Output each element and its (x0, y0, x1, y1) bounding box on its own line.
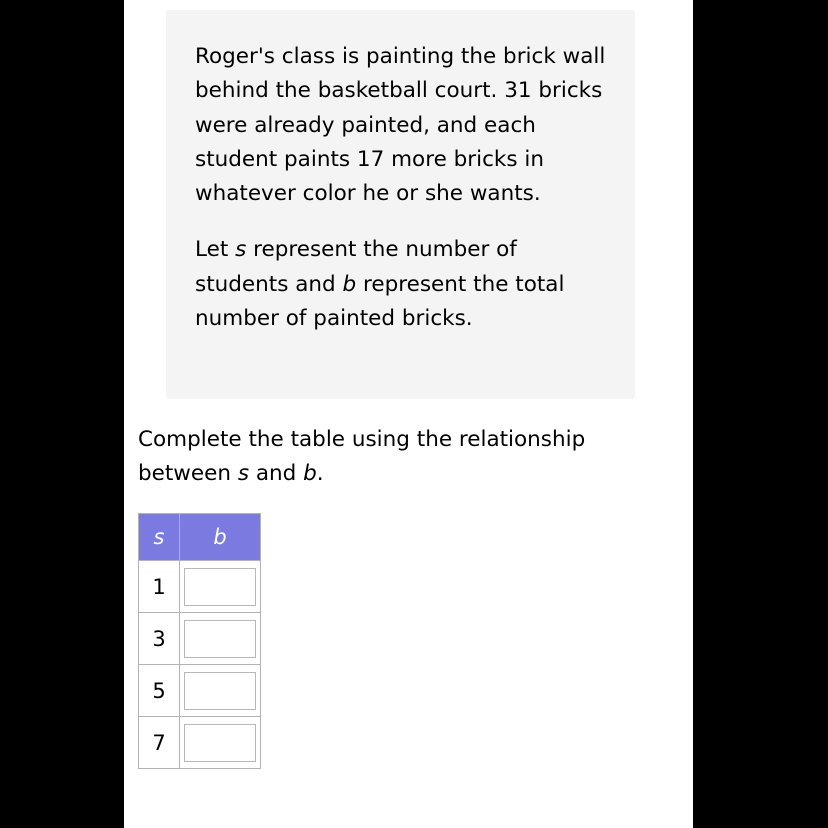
b-answer-input-7[interactable] (184, 724, 256, 762)
table-row (139, 613, 261, 665)
b-answer-cell (180, 665, 261, 717)
variable-b: b (303, 461, 317, 487)
variable-s: s (235, 237, 247, 263)
variable-s: s (237, 461, 250, 487)
b-answer-input-3[interactable] (184, 620, 256, 658)
text-run: represent the total number of painted bricks. (195, 271, 565, 332)
table-row (139, 665, 261, 717)
header-s: s (139, 514, 180, 561)
content-panel (124, 0, 693, 828)
problem-statement-box (166, 10, 635, 399)
text-run: Complete the table using the relationship between (138, 427, 586, 487)
text-run: and (249, 461, 304, 487)
b-answer-cell (180, 717, 261, 769)
variable-b: b (342, 271, 357, 297)
s-value-cell: 7 (139, 717, 180, 769)
s-value-cell: 3 (139, 613, 180, 665)
problem-paragraph-2 (195, 233, 615, 336)
s-b-table (138, 513, 261, 769)
text-run: represent the number of students and (195, 237, 517, 297)
s-value-cell: 5 (139, 665, 180, 717)
text-run: Let (195, 237, 236, 263)
b-answer-cell (180, 613, 261, 665)
text-run: . (316, 461, 324, 487)
problem-paragraph-1: Roger's class is painting the brick wall behind the basketball court. 31 bricks were already painted, and each student paints 17 more bricks in whatever color he or she wants. (195, 44, 606, 207)
instruction-text (138, 423, 678, 492)
b-answer-cell (180, 561, 261, 613)
header-b: b (180, 514, 261, 561)
b-answer-input-5[interactable] (184, 672, 256, 710)
table-header-row (139, 514, 261, 561)
table-row (139, 561, 261, 613)
s-value-cell: 1 (139, 561, 180, 613)
b-answer-input-1[interactable] (184, 568, 256, 606)
table-row (139, 717, 261, 769)
